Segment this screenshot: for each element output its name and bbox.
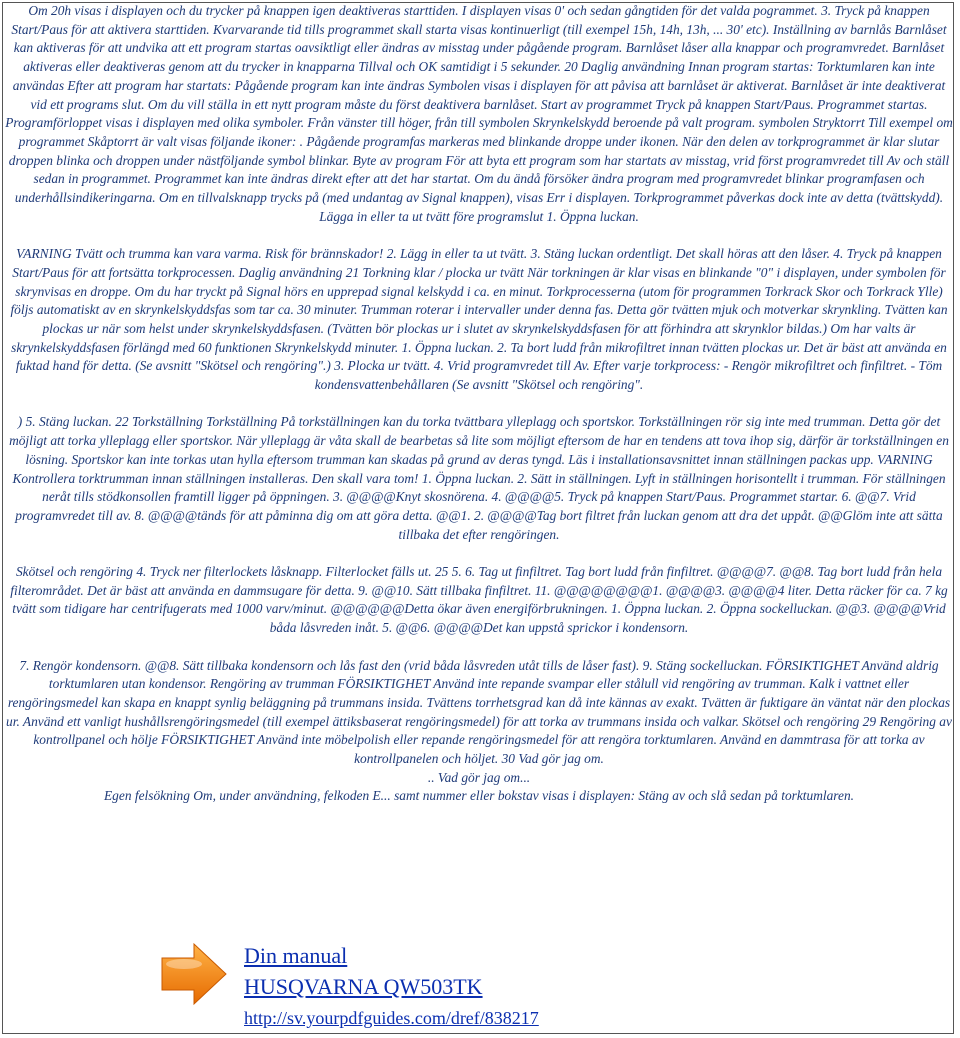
paragraph-timer-childlock: Om 20h visas i displayen och du trycker på knappen igen deaktiveras starttiden. I displayen visas 0' och sedan gångtiden för det valda pogrammet. 3. Tryck på knappen Start/Paus för att aktivera starttiden. Kvarvarande tid tills programmet skall starta visas kontinuerligt (till exempel 15h, 14h, 13h, ... 30' etc). Inställning av barnlås Barnlåset kan aktiveras för att undvika att ett program startas oavsiktligt eller ändras av misstag under pågående program. Barnlåset låser alla knappar och programvredet. Barnlåset aktiveras eller deaktiveras genom att du trycker in knapparna Tillval och OK samtidigt i 5 sekunder. 20 Daglig användning Innan program startas: Torktumlaren kan inte användas Efter att program har startats: Pågående program kan inte ändras Symbolen visas i displayen för att påvisa att barnlåset är aktiverat. Barnlåset är inte deaktiverat vid ett programs slut. Om du vill ställa in ett nytt program måste du först deaktivera barnlåset. Start av programmet Tryck på knappen Start/Paus. Programmet startas. Programförloppet visas i displayen med olika symboler. Från vänster till höger, från till symbolen Skrynkelskydd beroende på valt program. symbolen Stryktorrt Till exempel om programmet Skåptorrt är valt visas följande ikoner: . Pågående programfas markeras med blinkande droppe under ikonen. När den delen av torkprogrammet är klar slutar droppen blinka och droppen under nästföljande symbol blinkar. Byte av program För att byta ett program som har startats av misstag, vrid först programvredet till Av och ställ sedan in programmet. Programmet kan inte ändras direkt efter att det har startat. Om du ändå försöker ändra program med programvredet blinkar programfasen och underhållsindikeringarna. Om en tillvalsknapp trycks på (med undantag av Signal knappen), visas Err i displayen. Torkprogrammet påverkas dock inte av detta (tvättskydd). Lägga in eller ta ut tvätt före programslut 1. Öppna luckan.	[5, 3, 953, 224]
manual-link[interactable]: Din manual	[244, 943, 348, 968]
url-link[interactable]: http://sv.yourpdfguides.com/dref/838217	[244, 1008, 539, 1028]
arrow-logo-icon	[158, 938, 230, 1010]
footer	[158, 938, 758, 1028]
paragraph-what-to-do: .. Vad gör jag om...	[427, 769, 531, 785]
document-body	[4, 2, 954, 806]
paragraph-drying-rack: ) 5. Stäng luckan. 22 Torkställning Torkställning På torkställningen kan du torka tvättbara ylleplagg och sportskor. Torkställningen rör sig inte med trumman. Detta gör det möjligt att torka ylleplagg eller sportskor. När ylleplagg är våta skall de bearbetas så lite som möjligt eftersom de har en tendens att tova ihop sig, därför är torkställningen en lösning. Sportskor kan inte torkas utan hylla eftersom trumman kan skadas på grund av deras tyngd. Läs i installationsavsnittet innan ställningen packas upp. VARNING Kontrollera torktrumman innan ställningen installeras. Den skall vara tom! 1. Öppna luckan. 2. Sätt in ställningen. Lyft in ställningen horisontellt i trumman. För ställningen neråt tills stödkonsollen framtill ligger på öppningen. 3. @@@@Knyt skosnörena. 4. @@@@5. Tryck på knappen Start/Paus. Programmet startar. 6. @@7. Vrid programvredet till av. 8. @@@@tänds för att påminna dig om att göra detta. @@1. 2. @@@@Tag bort filtret från luckan genom att dra det uppåt. @@Glöm inte att sätta tillbaka det efter rengöringen.	[9, 414, 949, 542]
paragraph-warning-drying-done: VARNING Tvätt och trumma kan vara varma. Risk för brännskador! 2. Lägg in eller ta ut tvätt. 3. Stäng luckan ordentligt. Det skall höras att den låser. 4. Tryck på knappen Start/Paus för att fortsätta torkprocessen. Daglig användning 21 Torkning klar / plocka ur tvätt När torkningen är klar visas en blinkande "0" i displayen, under symbolen för skrynvisas en droppe. Om du har tryckt på Signal hörs en upprepad signal kelskydd i ca. en minut. Torkprocesserna (utom för programmen Torkrack Skor och Torkrack Ylle) följs automatiskt av en skrynkelskyddsfas som tar ca. 30 minuter. Trumman roterar i intervaller under denna fas. Detta gör tvätten mjuk och motverkar skrynkling. Tvätten kan plockas ur när som helst under skrynkelskyddsfasen. (Tvätten bör plockas ur i slutet av skrynkelskyddsfasen för att förhindra att skrynklor bildas.) Om har valts är skrynkelskyddsfasen förlängd med 60 funktionen Skrynkelskydd minuter. 1. Öppna luckan. 2. Ta bort ludd från mikrofiltret innan tvätten plockas ur. Det är bäst att använda en fuktad hand för detta. (Se avsnitt "Skötsel och rengöring".) 3. Plocka ur tvätt. 4. Vrid programvredet till Av. Efter varje torkprocess: - Rengör mikrofiltret och finfiltret. - Töm kondensvattenbehållaren (Se avsnitt "Skötsel och rengöring".	[10, 246, 948, 393]
paragraph-condenser-drum: 7. Rengör kondensorn. @@8. Sätt tillbaka kondensorn och lås fast den (vrid båda låsvreden utåt tills de låser fast). 9. Stäng sockelluckan. FÖRSIKTIGHET Använd aldrig torktumlaren utan kondensor. Rengöring av trumman FÖRSIKTIGHET Använd inte repande svampar eller stålull vid rengöring av trumman. Kalk i vattnet eller rengöringsmedel kan skapa en knappt synlig beläggning på trummans insida. Tvättens torrhetsgrad kan då inte kännas av exakt. Tvätten är fuktigare än väntat när den plockas ur. Använd ett vanligt hushållsrengöringsmedel (till exempel ättiksbaserat rengöringsmedel) för att torka av trummans insida och valkar. Skötsel och rengöring 29 Rengöring av kontrollpanel och hölje FÖRSIKTIGHET Använd inte möbelpolish eller repande rengöringsmedel för att rengöra torktumlaren. Använd en dammtrasa för att torka av kontrollpanelen och höljet. 30 Vad gör jag om.	[6, 657, 952, 767]
paragraph-care-cleaning: Skötsel och rengöring 4. Tryck ner filterlockets låsknapp. Filterlocket fälls ut. 25 5. 6. Tag ut finfiltret. Tag bort ludd från finfiltret. @@@@7. @@8. Tag bort ludd från hela filterområdet. Det är bäst att använda en dammsugare för detta. 9. @@10. Sätt tillbaka finfiltret. 11. @@@@@@@@1. @@@@3. @@@@4 liter. Detta räcker för ca. 7 kg tvätt som tidigare har centrifugerats med 1000 varv/minut. @@@@@@Detta ökar även energiförbrukningen. 1. Öppna luckan. 2. Öppna sockelluckan. @@3. @@@@Vrid båda låsvreden inåt. 5. @@6. @@@@Det kan uppstå sprickor i kondensorn.	[10, 564, 948, 636]
product-link[interactable]: HUSQVARNA QW503TK	[244, 974, 483, 999]
paragraph-troubleshooting: Egen felsökning Om, under användning, felkoden E... samt nummer eller bokstav visas i displayen: Stäng av och slå sedan på torktumlaren.	[104, 788, 854, 804]
